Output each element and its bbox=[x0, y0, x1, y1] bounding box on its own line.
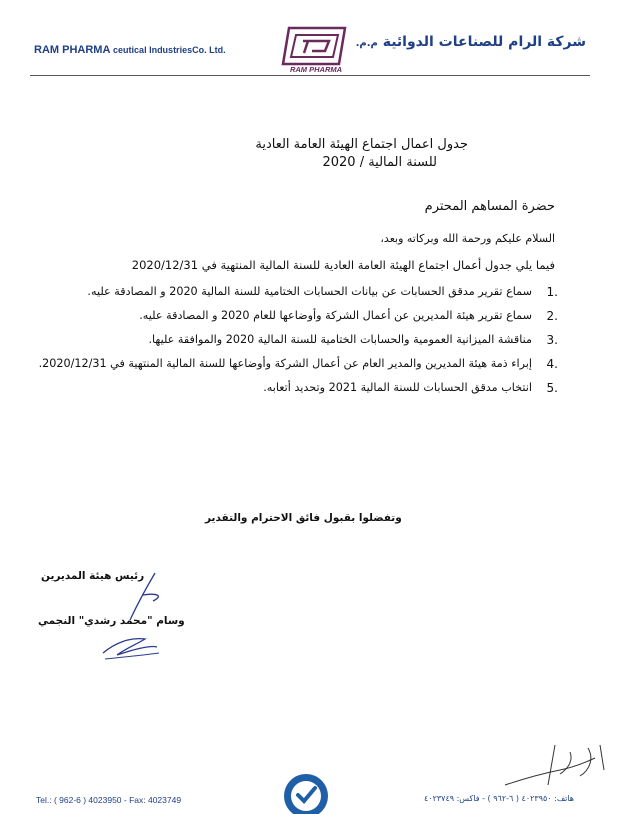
company-name-en-rest: ceutical IndustriesCo. Ltd. bbox=[113, 45, 226, 55]
greeting: السلام عليكم ورحمة الله وبركاته وبعد، bbox=[380, 232, 555, 245]
document-subtitle: للسنة المالية / 2020 bbox=[322, 155, 437, 170]
certification-seal-icon bbox=[276, 764, 336, 814]
agenda-item-number: .3 bbox=[546, 333, 558, 347]
agenda-item-number: .2 bbox=[546, 309, 558, 323]
document-title: جدول اعمال اجتماع الهيئة العامة العادية bbox=[255, 137, 468, 152]
agenda-item bbox=[38, 378, 558, 398]
agenda-item bbox=[38, 306, 558, 326]
agenda-item-text: انتخاب مدقق الحسابات للسنة المالية 2021 وتحديد أتعابه. bbox=[263, 381, 532, 394]
footer-contact-ar: هاتف: ٤٠٢٣٩٥٠ ( ٦-٩٦٢ ) - فاكس: ٤٠٢٣٧٤٩ bbox=[423, 794, 574, 803]
agenda-item-text: إبراء ذمة هيئة المديرين والمدير العام عن أعمال الشركة وأوضاعها للسنة المالية المنتهية في 2020/12/31. bbox=[38, 357, 532, 370]
company-name-en bbox=[34, 44, 264, 56]
handwritten-signature bbox=[95, 565, 215, 665]
agenda-item-text: سماع تقرير مدقق الحسابات عن بيانات الحسابات الختامية للسنة المالية 2020 و المصادقة عليه. bbox=[87, 285, 532, 298]
header-divider bbox=[30, 75, 590, 76]
logo-caption: RAM PHARMA bbox=[289, 65, 343, 74]
company-name-ar bbox=[355, 34, 586, 50]
agenda-item-number: .5 bbox=[546, 381, 558, 395]
signatory-title: رئيس هيئة المديرين bbox=[41, 570, 145, 582]
agenda-item-number: .4 bbox=[546, 357, 558, 371]
agenda-item-text: مناقشة الميزانية العمومية والحسابات الختامية للسنة المالية 2020 والموافقة عليها. bbox=[148, 333, 532, 346]
signatory-name: وسام "محمد رشدي" النجمي bbox=[38, 615, 185, 627]
footer-contact-en: Tel.: ( 962-6 ) 4023950 - Fax: 4023749 bbox=[36, 795, 182, 805]
agenda-item bbox=[38, 282, 558, 302]
agenda-item bbox=[38, 330, 558, 350]
agenda-item-number: .1 bbox=[546, 285, 558, 299]
company-name-en-main: RAM PHARMA bbox=[34, 44, 110, 56]
company-name-ar-main: شركة الرام للصناعات الدوائية bbox=[382, 34, 586, 50]
footer-signature-mark bbox=[500, 740, 615, 795]
company-name-ar-suffix: م.م. bbox=[355, 38, 378, 49]
agenda-item-text: سماع تقرير هيئة المديرين عن أعمال الشركة وأوضاعها للعام 2020 و المصادقة عليه. bbox=[139, 309, 532, 322]
closing-line: وتفضلوا بقبول فائق الاحترام والتقدير bbox=[205, 512, 402, 524]
salutation: حضرة المساهم المحترم bbox=[424, 199, 555, 214]
agenda-item bbox=[38, 354, 558, 374]
agenda-list bbox=[38, 282, 558, 402]
agenda-intro: فيما يلي جدول أعمال اجتماع الهيئة العامة العادية للسنة المالية المنتهية في 2020/12/31 bbox=[131, 258, 555, 272]
